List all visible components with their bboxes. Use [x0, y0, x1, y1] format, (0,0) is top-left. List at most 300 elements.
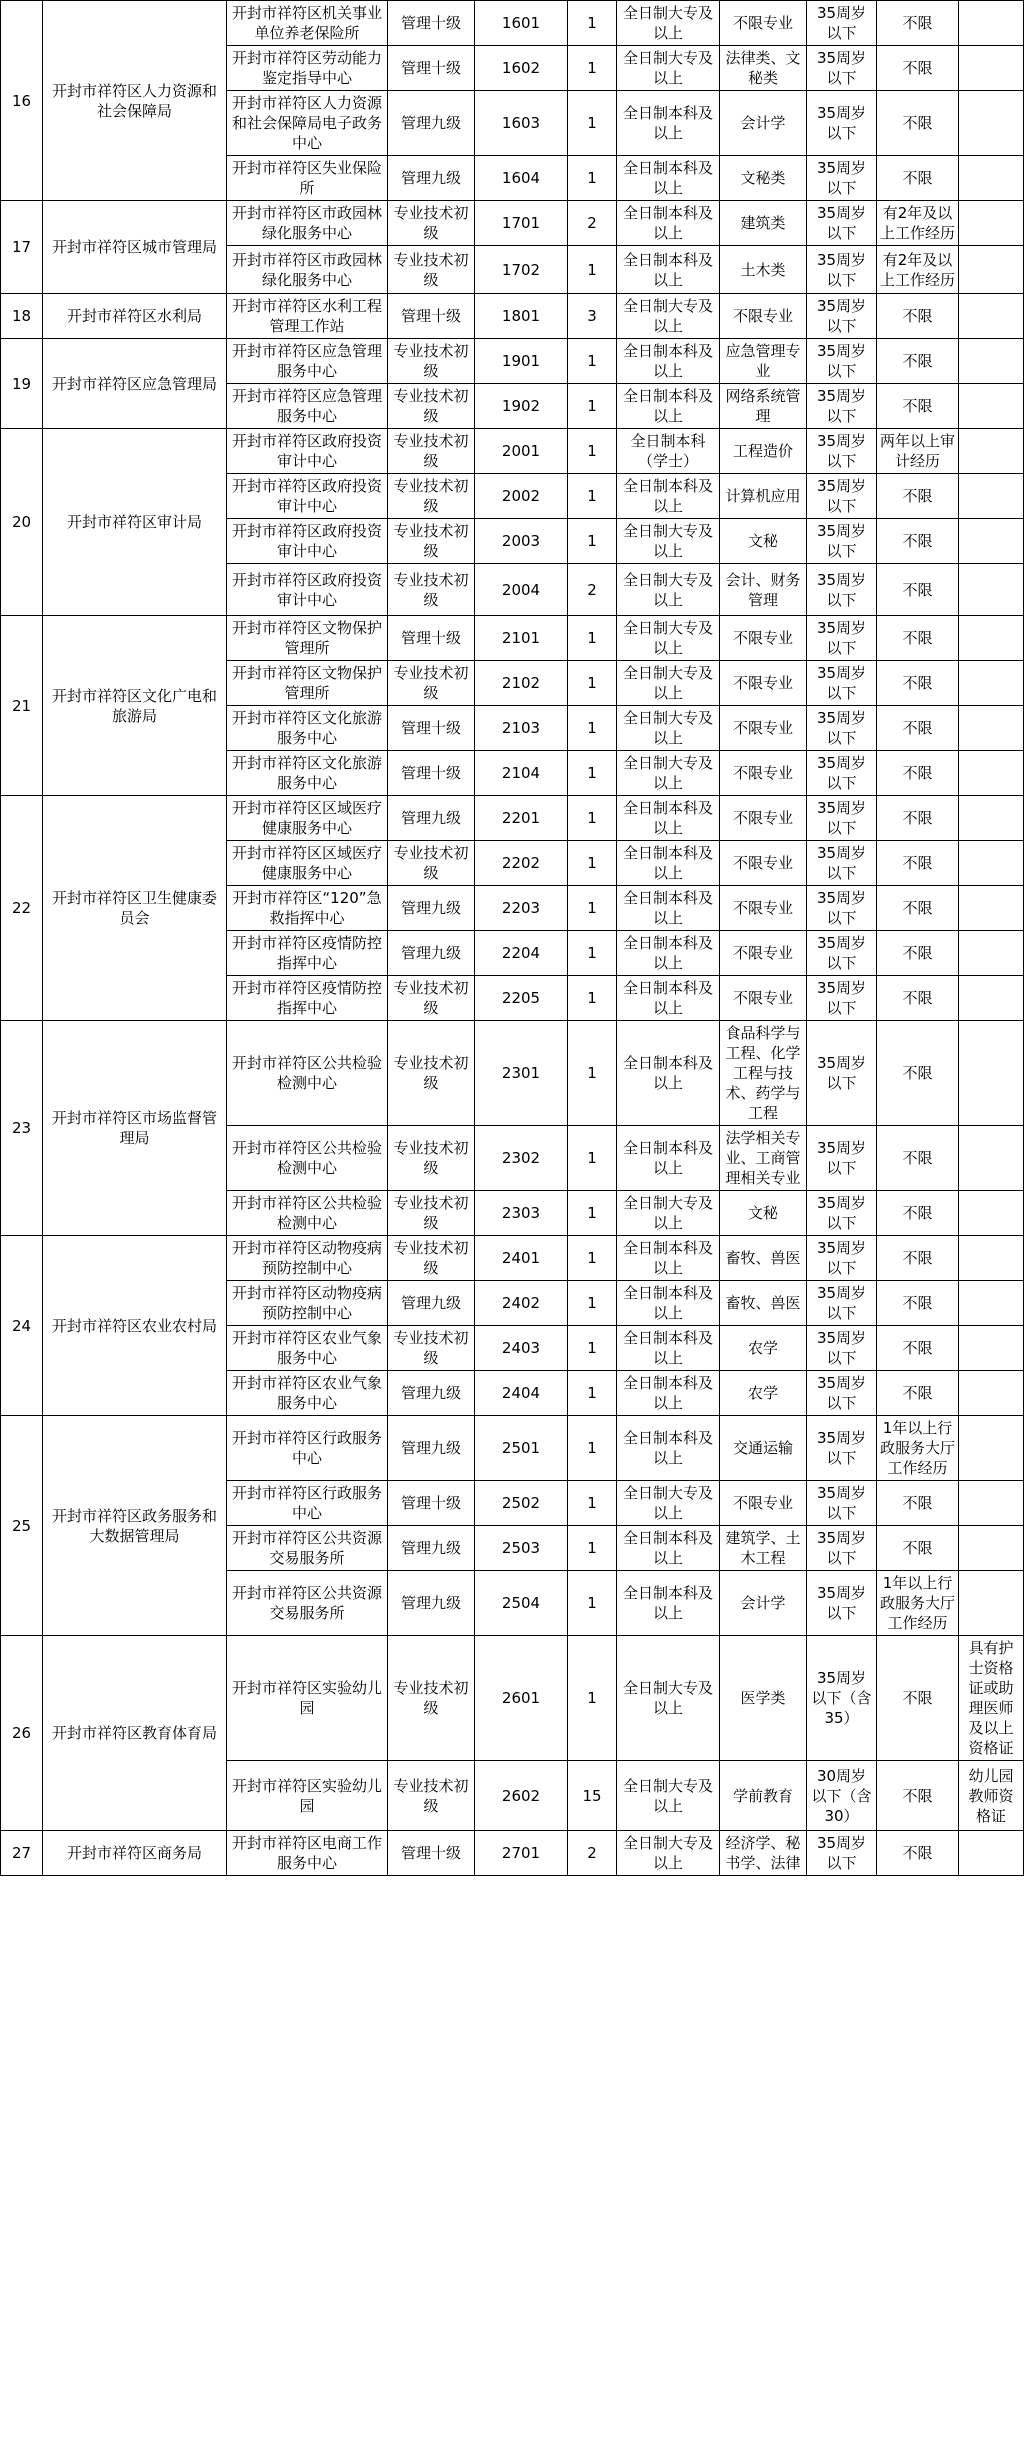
major-cell: 工程造价 — [720, 429, 807, 474]
code-cell: 2203 — [475, 886, 568, 931]
count-cell: 1 — [568, 156, 617, 201]
exp-cell: 不限 — [877, 886, 959, 931]
level-cell: 管理十级 — [388, 616, 475, 661]
code-cell: 1901 — [475, 339, 568, 384]
exp-cell: 两年以上审计经历 — [877, 429, 959, 474]
other-cell — [959, 1571, 1024, 1636]
level-cell: 专业技术初级 — [388, 246, 475, 294]
major-cell: 农学 — [720, 1326, 807, 1371]
exp-cell: 不限 — [877, 1526, 959, 1571]
unit-cell: 开封市祥符区区域医疗健康服务中心 — [227, 796, 388, 841]
unit-cell: 开封市祥符区动物疫病预防控制中心 — [227, 1236, 388, 1281]
major-cell: 建筑类 — [720, 201, 807, 246]
major-cell: 不限专业 — [720, 841, 807, 886]
unit-cell: 开封市祥符区政府投资审计中心 — [227, 519, 388, 564]
unit-cell: 开封市祥符区电商工作服务中心 — [227, 1831, 388, 1876]
code-cell: 2104 — [475, 751, 568, 796]
count-cell: 1 — [568, 1416, 617, 1481]
unit-cell: 开封市祥符区行政服务中心 — [227, 1481, 388, 1526]
count-cell: 1 — [568, 1281, 617, 1326]
count-cell: 1 — [568, 1371, 617, 1416]
edu-cell: 全日制本科及以上 — [617, 91, 720, 156]
exp-cell: 不限 — [877, 91, 959, 156]
age-cell: 35周岁以下 — [807, 1481, 877, 1526]
code-cell: 1602 — [475, 46, 568, 91]
count-cell: 1 — [568, 1326, 617, 1371]
table-row — [1, 201, 1024, 246]
unit-cell: 开封市祥符区疫情防控指挥中心 — [227, 976, 388, 1021]
unit-cell: 开封市祥符区实验幼儿园 — [227, 1761, 388, 1831]
edu-cell: 全日制大专及以上 — [617, 564, 720, 616]
major-cell: 建筑学、土木工程 — [720, 1526, 807, 1571]
level-cell: 专业技术初级 — [388, 474, 475, 519]
edu-cell: 全日制本科及以上 — [617, 339, 720, 384]
edu-cell: 全日制本科及以上 — [617, 1326, 720, 1371]
department-cell: 开封市祥符区卫生健康委员会 — [43, 796, 227, 1021]
age-cell: 35周岁以下 — [807, 1371, 877, 1416]
unit-cell: 开封市祥符区公共资源交易服务所 — [227, 1526, 388, 1571]
exp-cell: 不限 — [877, 1831, 959, 1876]
seq-cell: 22 — [1, 796, 43, 1021]
code-cell: 2401 — [475, 1236, 568, 1281]
exp-cell: 有2年及以上工作经历 — [877, 201, 959, 246]
edu-cell: 全日制本科及以上 — [617, 931, 720, 976]
other-cell — [959, 46, 1024, 91]
level-cell: 专业技术初级 — [388, 1761, 475, 1831]
other-cell — [959, 841, 1024, 886]
major-cell: 不限专业 — [720, 1481, 807, 1526]
unit-cell: 开封市祥符区公共检验检测中心 — [227, 1191, 388, 1236]
major-cell: 计算机应用 — [720, 474, 807, 519]
other-cell — [959, 156, 1024, 201]
exp-cell: 不限 — [877, 1481, 959, 1526]
age-cell: 35周岁以下 — [807, 1281, 877, 1326]
age-cell: 35周岁以下 — [807, 46, 877, 91]
other-cell — [959, 1126, 1024, 1191]
level-cell: 管理九级 — [388, 886, 475, 931]
department-cell: 开封市祥符区农业农村局 — [43, 1236, 227, 1416]
level-cell: 专业技术初级 — [388, 564, 475, 616]
table-body — [1, 1, 1024, 1876]
count-cell: 1 — [568, 1481, 617, 1526]
count-cell: 1 — [568, 841, 617, 886]
edu-cell: 全日制大专及以上 — [617, 294, 720, 339]
other-cell: 幼儿园教师资格证 — [959, 1761, 1024, 1831]
exp-cell: 1年以上行政服务大厅工作经历 — [877, 1416, 959, 1481]
age-cell: 35周岁以下 — [807, 564, 877, 616]
edu-cell: 全日制本科及以上 — [617, 886, 720, 931]
department-cell: 开封市祥符区城市管理局 — [43, 201, 227, 294]
seq-cell: 21 — [1, 616, 43, 796]
count-cell: 1 — [568, 931, 617, 976]
other-cell — [959, 1416, 1024, 1481]
age-cell: 35周岁以下 — [807, 1571, 877, 1636]
department-cell: 开封市祥符区教育体育局 — [43, 1636, 227, 1831]
age-cell: 35周岁以下 — [807, 661, 877, 706]
edu-cell: 全日制本科及以上 — [617, 841, 720, 886]
count-cell: 1 — [568, 1021, 617, 1126]
other-cell — [959, 1021, 1024, 1126]
other-cell — [959, 931, 1024, 976]
major-cell: 学前教育 — [720, 1761, 807, 1831]
age-cell: 35周岁以下 — [807, 616, 877, 661]
age-cell: 35周岁以下 — [807, 339, 877, 384]
level-cell: 管理九级 — [388, 1571, 475, 1636]
count-cell: 1 — [568, 46, 617, 91]
edu-cell: 全日制大专及以上 — [617, 616, 720, 661]
major-cell: 畜牧、兽医 — [720, 1281, 807, 1326]
count-cell: 3 — [568, 294, 617, 339]
major-cell: 会计、财务管理 — [720, 564, 807, 616]
unit-cell: 开封市祥符区市政园林绿化服务中心 — [227, 246, 388, 294]
edu-cell: 全日制大专及以上 — [617, 706, 720, 751]
age-cell: 35周岁以下 — [807, 201, 877, 246]
edu-cell: 全日制大专及以上 — [617, 1831, 720, 1876]
code-cell: 2504 — [475, 1571, 568, 1636]
major-cell: 网络系统管理 — [720, 384, 807, 429]
table-row — [1, 796, 1024, 841]
major-cell: 不限专业 — [720, 706, 807, 751]
edu-cell: 全日制本科及以上 — [617, 384, 720, 429]
count-cell: 1 — [568, 976, 617, 1021]
major-cell: 不限专业 — [720, 294, 807, 339]
edu-cell: 全日制本科及以上 — [617, 1371, 720, 1416]
code-cell: 1603 — [475, 91, 568, 156]
count-cell: 1 — [568, 661, 617, 706]
level-cell: 专业技术初级 — [388, 1191, 475, 1236]
major-cell: 农学 — [720, 1371, 807, 1416]
exp-cell: 不限 — [877, 1281, 959, 1326]
exp-cell: 不限 — [877, 384, 959, 429]
edu-cell: 全日制大专及以上 — [617, 1191, 720, 1236]
department-cell: 开封市祥符区人力资源和社会保障局 — [43, 1, 227, 201]
unit-cell: 开封市祥符区公共资源交易服务所 — [227, 1571, 388, 1636]
age-cell: 35周岁以下 — [807, 1126, 877, 1191]
other-cell — [959, 1, 1024, 46]
age-cell: 35周岁以下 — [807, 156, 877, 201]
major-cell: 经济学、秘书学、法律 — [720, 1831, 807, 1876]
edu-cell: 全日制本科及以上 — [617, 156, 720, 201]
age-cell: 35周岁以下 — [807, 1191, 877, 1236]
unit-cell: 开封市祥符区公共检验检测中心 — [227, 1126, 388, 1191]
level-cell: 专业技术初级 — [388, 429, 475, 474]
exp-cell: 不限 — [877, 796, 959, 841]
age-cell: 35周岁以下 — [807, 1326, 877, 1371]
edu-cell: 全日制大专及以上 — [617, 1636, 720, 1761]
age-cell: 35周岁以下 — [807, 1, 877, 46]
edu-cell: 全日制本科及以上 — [617, 796, 720, 841]
unit-cell: 开封市祥符区失业保险所 — [227, 156, 388, 201]
age-cell: 35周岁以下 — [807, 91, 877, 156]
age-cell: 35周岁以下 — [807, 294, 877, 339]
exp-cell: 不限 — [877, 1326, 959, 1371]
age-cell: 35周岁以下 — [807, 841, 877, 886]
major-cell: 会计学 — [720, 91, 807, 156]
code-cell: 1604 — [475, 156, 568, 201]
major-cell: 不限专业 — [720, 661, 807, 706]
table-row — [1, 1236, 1024, 1281]
table-row — [1, 1, 1024, 46]
table-row — [1, 1021, 1024, 1126]
level-cell: 专业技术初级 — [388, 1126, 475, 1191]
level-cell: 专业技术初级 — [388, 339, 475, 384]
exp-cell: 不限 — [877, 841, 959, 886]
code-cell: 2501 — [475, 1416, 568, 1481]
count-cell: 15 — [568, 1761, 617, 1831]
major-cell: 应急管理专业 — [720, 339, 807, 384]
major-cell: 医学类 — [720, 1636, 807, 1761]
edu-cell: 全日制本科及以上 — [617, 1571, 720, 1636]
code-cell: 2205 — [475, 976, 568, 1021]
seq-cell: 25 — [1, 1416, 43, 1636]
code-cell: 2602 — [475, 1761, 568, 1831]
other-cell — [959, 339, 1024, 384]
code-cell: 2303 — [475, 1191, 568, 1236]
level-cell: 专业技术初级 — [388, 976, 475, 1021]
other-cell — [959, 564, 1024, 616]
level-cell: 管理十级 — [388, 751, 475, 796]
edu-cell: 全日制大专及以上 — [617, 1, 720, 46]
age-cell: 35周岁以下 — [807, 1236, 877, 1281]
unit-cell: 开封市祥符区疫情防控指挥中心 — [227, 931, 388, 976]
code-cell: 2701 — [475, 1831, 568, 1876]
seq-cell: 26 — [1, 1636, 43, 1831]
other-cell — [959, 1371, 1024, 1416]
code-cell: 2004 — [475, 564, 568, 616]
other-cell — [959, 201, 1024, 246]
unit-cell: 开封市祥符区文化旅游服务中心 — [227, 706, 388, 751]
other-cell — [959, 294, 1024, 339]
level-cell: 管理九级 — [388, 1526, 475, 1571]
edu-cell: 全日制本科及以上 — [617, 976, 720, 1021]
major-cell: 交通运输 — [720, 1416, 807, 1481]
exp-cell: 不限 — [877, 931, 959, 976]
other-cell — [959, 1191, 1024, 1236]
age-cell: 35周岁以下 — [807, 429, 877, 474]
exp-cell: 不限 — [877, 564, 959, 616]
unit-cell: 开封市祥符区农业气象服务中心 — [227, 1326, 388, 1371]
unit-cell: 开封市祥符区公共检验检测中心 — [227, 1021, 388, 1126]
age-cell: 35周岁以下 — [807, 1021, 877, 1126]
count-cell: 1 — [568, 1526, 617, 1571]
table-row — [1, 1416, 1024, 1481]
count-cell: 1 — [568, 1191, 617, 1236]
code-cell: 2402 — [475, 1281, 568, 1326]
count-cell: 1 — [568, 339, 617, 384]
unit-cell: 开封市祥符区文化旅游服务中心 — [227, 751, 388, 796]
age-cell: 35周岁以下 — [807, 1416, 877, 1481]
edu-cell: 全日制本科（学士） — [617, 429, 720, 474]
other-cell — [959, 246, 1024, 294]
unit-cell: 开封市祥符区文物保护管理所 — [227, 616, 388, 661]
table-row — [1, 1831, 1024, 1876]
count-cell: 1 — [568, 751, 617, 796]
level-cell: 专业技术初级 — [388, 661, 475, 706]
other-cell — [959, 384, 1024, 429]
department-cell: 开封市祥符区市场监督管理局 — [43, 1021, 227, 1236]
major-cell: 法律类、文秘类 — [720, 46, 807, 91]
exp-cell: 不限 — [877, 1761, 959, 1831]
edu-cell: 全日制本科及以上 — [617, 1281, 720, 1326]
edu-cell: 全日制本科及以上 — [617, 1021, 720, 1126]
unit-cell: 开封市祥符区政府投资审计中心 — [227, 564, 388, 616]
edu-cell: 全日制本科及以上 — [617, 246, 720, 294]
exp-cell: 不限 — [877, 1636, 959, 1761]
major-cell: 食品科学与工程、化学工程与技术、药学与工程 — [720, 1021, 807, 1126]
other-cell — [959, 706, 1024, 751]
major-cell: 不限专业 — [720, 796, 807, 841]
exp-cell: 不限 — [877, 706, 959, 751]
other-cell — [959, 1236, 1024, 1281]
code-cell: 1701 — [475, 201, 568, 246]
department-cell: 开封市祥符区审计局 — [43, 429, 227, 616]
department-cell: 开封市祥符区水利局 — [43, 294, 227, 339]
exp-cell: 不限 — [877, 1021, 959, 1126]
seq-cell: 17 — [1, 201, 43, 294]
major-cell: 文秘 — [720, 1191, 807, 1236]
level-cell: 管理十级 — [388, 294, 475, 339]
unit-cell: 开封市祥符区政府投资审计中心 — [227, 474, 388, 519]
exp-cell: 不限 — [877, 976, 959, 1021]
code-cell: 2201 — [475, 796, 568, 841]
age-cell: 35周岁以下 — [807, 796, 877, 841]
seq-cell: 19 — [1, 339, 43, 429]
major-cell: 不限专业 — [720, 751, 807, 796]
level-cell: 管理九级 — [388, 156, 475, 201]
age-cell: 35周岁以下 — [807, 976, 877, 1021]
edu-cell: 全日制大专及以上 — [617, 661, 720, 706]
seq-cell: 24 — [1, 1236, 43, 1416]
exp-cell: 不限 — [877, 294, 959, 339]
code-cell: 2404 — [475, 1371, 568, 1416]
unit-cell: 开封市祥符区农业气象服务中心 — [227, 1371, 388, 1416]
edu-cell: 全日制大专及以上 — [617, 1481, 720, 1526]
exp-cell: 有2年及以上工作经历 — [877, 246, 959, 294]
level-cell: 专业技术初级 — [388, 1236, 475, 1281]
age-cell: 35周岁以下 — [807, 886, 877, 931]
major-cell: 不限专业 — [720, 616, 807, 661]
major-cell: 畜牧、兽医 — [720, 1236, 807, 1281]
major-cell: 不限专业 — [720, 931, 807, 976]
level-cell: 专业技术初级 — [388, 1021, 475, 1126]
code-cell: 2302 — [475, 1126, 568, 1191]
edu-cell: 全日制本科及以上 — [617, 201, 720, 246]
edu-cell: 全日制本科及以上 — [617, 1526, 720, 1571]
edu-cell: 全日制本科及以上 — [617, 1236, 720, 1281]
edu-cell: 全日制本科及以上 — [617, 1126, 720, 1191]
major-cell: 会计学 — [720, 1571, 807, 1636]
level-cell: 管理十级 — [388, 1, 475, 46]
major-cell: 不限专业 — [720, 886, 807, 931]
code-cell: 2403 — [475, 1326, 568, 1371]
unit-cell: 开封市祥符区实验幼儿园 — [227, 1636, 388, 1761]
level-cell: 管理九级 — [388, 1371, 475, 1416]
code-cell: 2103 — [475, 706, 568, 751]
unit-cell: 开封市祥符区劳动能力鉴定指导中心 — [227, 46, 388, 91]
unit-cell: 开封市祥符区政府投资审计中心 — [227, 429, 388, 474]
seq-cell: 23 — [1, 1021, 43, 1236]
code-cell: 2601 — [475, 1636, 568, 1761]
other-cell — [959, 1281, 1024, 1326]
code-cell: 2301 — [475, 1021, 568, 1126]
age-cell: 35周岁以下 — [807, 1526, 877, 1571]
code-cell: 2001 — [475, 429, 568, 474]
code-cell: 1801 — [475, 294, 568, 339]
exp-cell: 不限 — [877, 751, 959, 796]
department-cell: 开封市祥符区应急管理局 — [43, 339, 227, 429]
edu-cell: 全日制本科及以上 — [617, 1416, 720, 1481]
count-cell: 1 — [568, 616, 617, 661]
count-cell: 1 — [568, 1636, 617, 1761]
other-cell — [959, 1526, 1024, 1571]
other-cell — [959, 616, 1024, 661]
exp-cell: 1年以上行政服务大厅工作经历 — [877, 1571, 959, 1636]
level-cell: 专业技术初级 — [388, 841, 475, 886]
age-cell: 35周岁以下 — [807, 751, 877, 796]
count-cell: 1 — [568, 429, 617, 474]
level-cell: 专业技术初级 — [388, 519, 475, 564]
level-cell: 管理九级 — [388, 91, 475, 156]
unit-cell: 开封市祥符区市政园林绿化服务中心 — [227, 201, 388, 246]
count-cell: 2 — [568, 564, 617, 616]
table-row — [1, 339, 1024, 384]
edu-cell: 全日制大专及以上 — [617, 46, 720, 91]
other-cell — [959, 886, 1024, 931]
count-cell: 1 — [568, 1236, 617, 1281]
level-cell: 管理十级 — [388, 1831, 475, 1876]
exp-cell: 不限 — [877, 474, 959, 519]
unit-cell: 开封市祥符区人力资源和社会保障局电子政务中心 — [227, 91, 388, 156]
count-cell: 1 — [568, 706, 617, 751]
count-cell: 1 — [568, 886, 617, 931]
major-cell: 不限专业 — [720, 976, 807, 1021]
exp-cell: 不限 — [877, 339, 959, 384]
age-cell: 35周岁以下 — [807, 1831, 877, 1876]
age-cell: 35周岁以下 — [807, 474, 877, 519]
unit-cell: 开封市祥符区“120”急救指挥中心 — [227, 886, 388, 931]
other-cell — [959, 474, 1024, 519]
count-cell: 2 — [568, 1831, 617, 1876]
table-row — [1, 616, 1024, 661]
other-cell: 具有护士资格证或助理医师及以上资格证 — [959, 1636, 1024, 1761]
major-cell: 文秘 — [720, 519, 807, 564]
edu-cell: 全日制本科及以上 — [617, 474, 720, 519]
level-cell: 管理九级 — [388, 796, 475, 841]
age-cell: 35周岁以下 — [807, 706, 877, 751]
exp-cell: 不限 — [877, 661, 959, 706]
level-cell: 专业技术初级 — [388, 1326, 475, 1371]
code-cell: 2503 — [475, 1526, 568, 1571]
level-cell: 管理十级 — [388, 46, 475, 91]
age-cell: 35周岁以下 — [807, 246, 877, 294]
other-cell — [959, 976, 1024, 1021]
seq-cell: 20 — [1, 429, 43, 616]
other-cell — [959, 1481, 1024, 1526]
unit-cell: 开封市祥符区动物疫病预防控制中心 — [227, 1281, 388, 1326]
exp-cell: 不限 — [877, 519, 959, 564]
department-cell: 开封市祥符区文化广电和旅游局 — [43, 616, 227, 796]
unit-cell: 开封市祥符区文物保护管理所 — [227, 661, 388, 706]
edu-cell: 全日制大专及以上 — [617, 1761, 720, 1831]
count-cell: 1 — [568, 1571, 617, 1636]
exp-cell: 不限 — [877, 1, 959, 46]
other-cell — [959, 1831, 1024, 1876]
seq-cell: 16 — [1, 1, 43, 201]
other-cell — [959, 1326, 1024, 1371]
count-cell: 1 — [568, 519, 617, 564]
code-cell: 2101 — [475, 616, 568, 661]
exp-cell: 不限 — [877, 616, 959, 661]
